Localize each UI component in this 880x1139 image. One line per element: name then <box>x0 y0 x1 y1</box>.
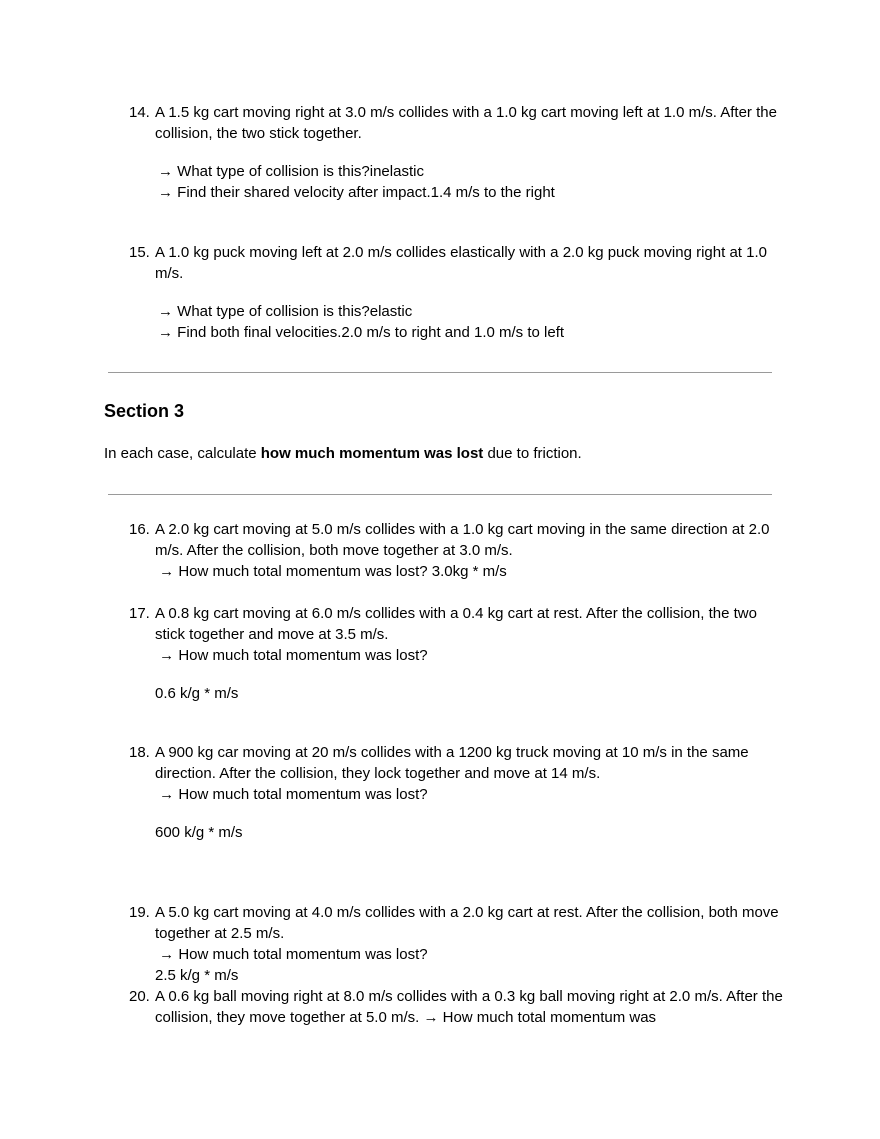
question-number: 17. <box>129 605 150 622</box>
collision-type-answer: → What type of collision is this?elastic <box>158 303 413 320</box>
question-number: 19. <box>129 904 150 921</box>
question-text: A 2.0 kg cart moving at 5.0 m/s collides with a 1.0 kg cart moving in the same direction at 2.0 m/s. After the collision, both move together at 3.0 m/s. <box>155 521 770 559</box>
question-text: A 1.0 kg puck moving left at 2.0 m/s collides elastically with a 2.0 kg puck moving right at 1.0 m/s. <box>155 244 767 282</box>
question-number: 20. <box>129 988 150 1005</box>
question-18 <box>129 742 784 843</box>
question-19 <box>129 902 784 986</box>
divider <box>108 372 772 373</box>
section-title: Section 3 <box>104 401 185 421</box>
question-15 <box>129 242 784 343</box>
momentum-prompt: → How much total momentum was lost? <box>155 946 428 963</box>
momentum-prompt: → How much total momentum was lost? 3.0kg * m/s <box>155 563 507 580</box>
question-number: 15. <box>129 244 150 261</box>
collision-type-answer: → What type of collision is this?inelastic <box>158 163 424 180</box>
section-instructions: In each case, calculate how much momentum was lost due to friction. <box>104 445 582 462</box>
question-number: 14. <box>129 104 150 121</box>
question-number: 16. <box>129 521 150 538</box>
instruction-emphasis: how much momentum was lost <box>260 445 484 462</box>
question-text: A 0.8 kg cart moving at 6.0 m/s collides with a 0.4 kg cart at rest. After the collision, the two stick together and move at 3.5 m/s. <box>155 605 757 643</box>
question-number: 18. <box>129 744 150 761</box>
question-text: A 5.0 kg cart moving at 4.0 m/s collides with a 2.0 kg cart at rest. After the collision, both move together at 2.5 m/s. <box>155 904 779 942</box>
question-text: A 900 kg car moving at 20 m/s collides with a 1200 kg truck moving at 10 m/s in the same direction. After the collision, they lock together and move at 14 m/s. <box>155 744 749 782</box>
divider <box>108 494 772 495</box>
momentum-prompt: → How much total momentum was lost? <box>155 786 428 803</box>
momentum-prompt: → How much total momentum was lost? <box>155 647 428 664</box>
momentum-answer: 2.5 k/g * m/s <box>155 967 239 984</box>
question-17 <box>129 603 784 704</box>
question-text: A 0.6 kg ball moving right at 8.0 m/s collides with a 0.3 kg ball moving right at 2.0 m/s. After the collision, they move together at 5.0 m/s. → How much total momentum was <box>155 988 783 1026</box>
question-14 <box>129 102 784 203</box>
momentum-answer: 600 k/g * m/s <box>155 824 243 841</box>
question-20 <box>129 986 784 1028</box>
velocity-answer: → Find both final velocities.2.0 m/s to right and 1.0 m/s to left <box>158 324 565 341</box>
question-16 <box>129 519 784 582</box>
question-text: A 1.5 kg cart moving right at 3.0 m/s collides with a 1.0 kg cart moving left at 1.0 m/s. After the collision, the two stick together. <box>155 104 777 142</box>
velocity-answer: → Find their shared velocity after impact.1.4 m/s to the right <box>158 184 555 201</box>
momentum-answer: 0.6 k/g * m/s <box>155 685 239 702</box>
